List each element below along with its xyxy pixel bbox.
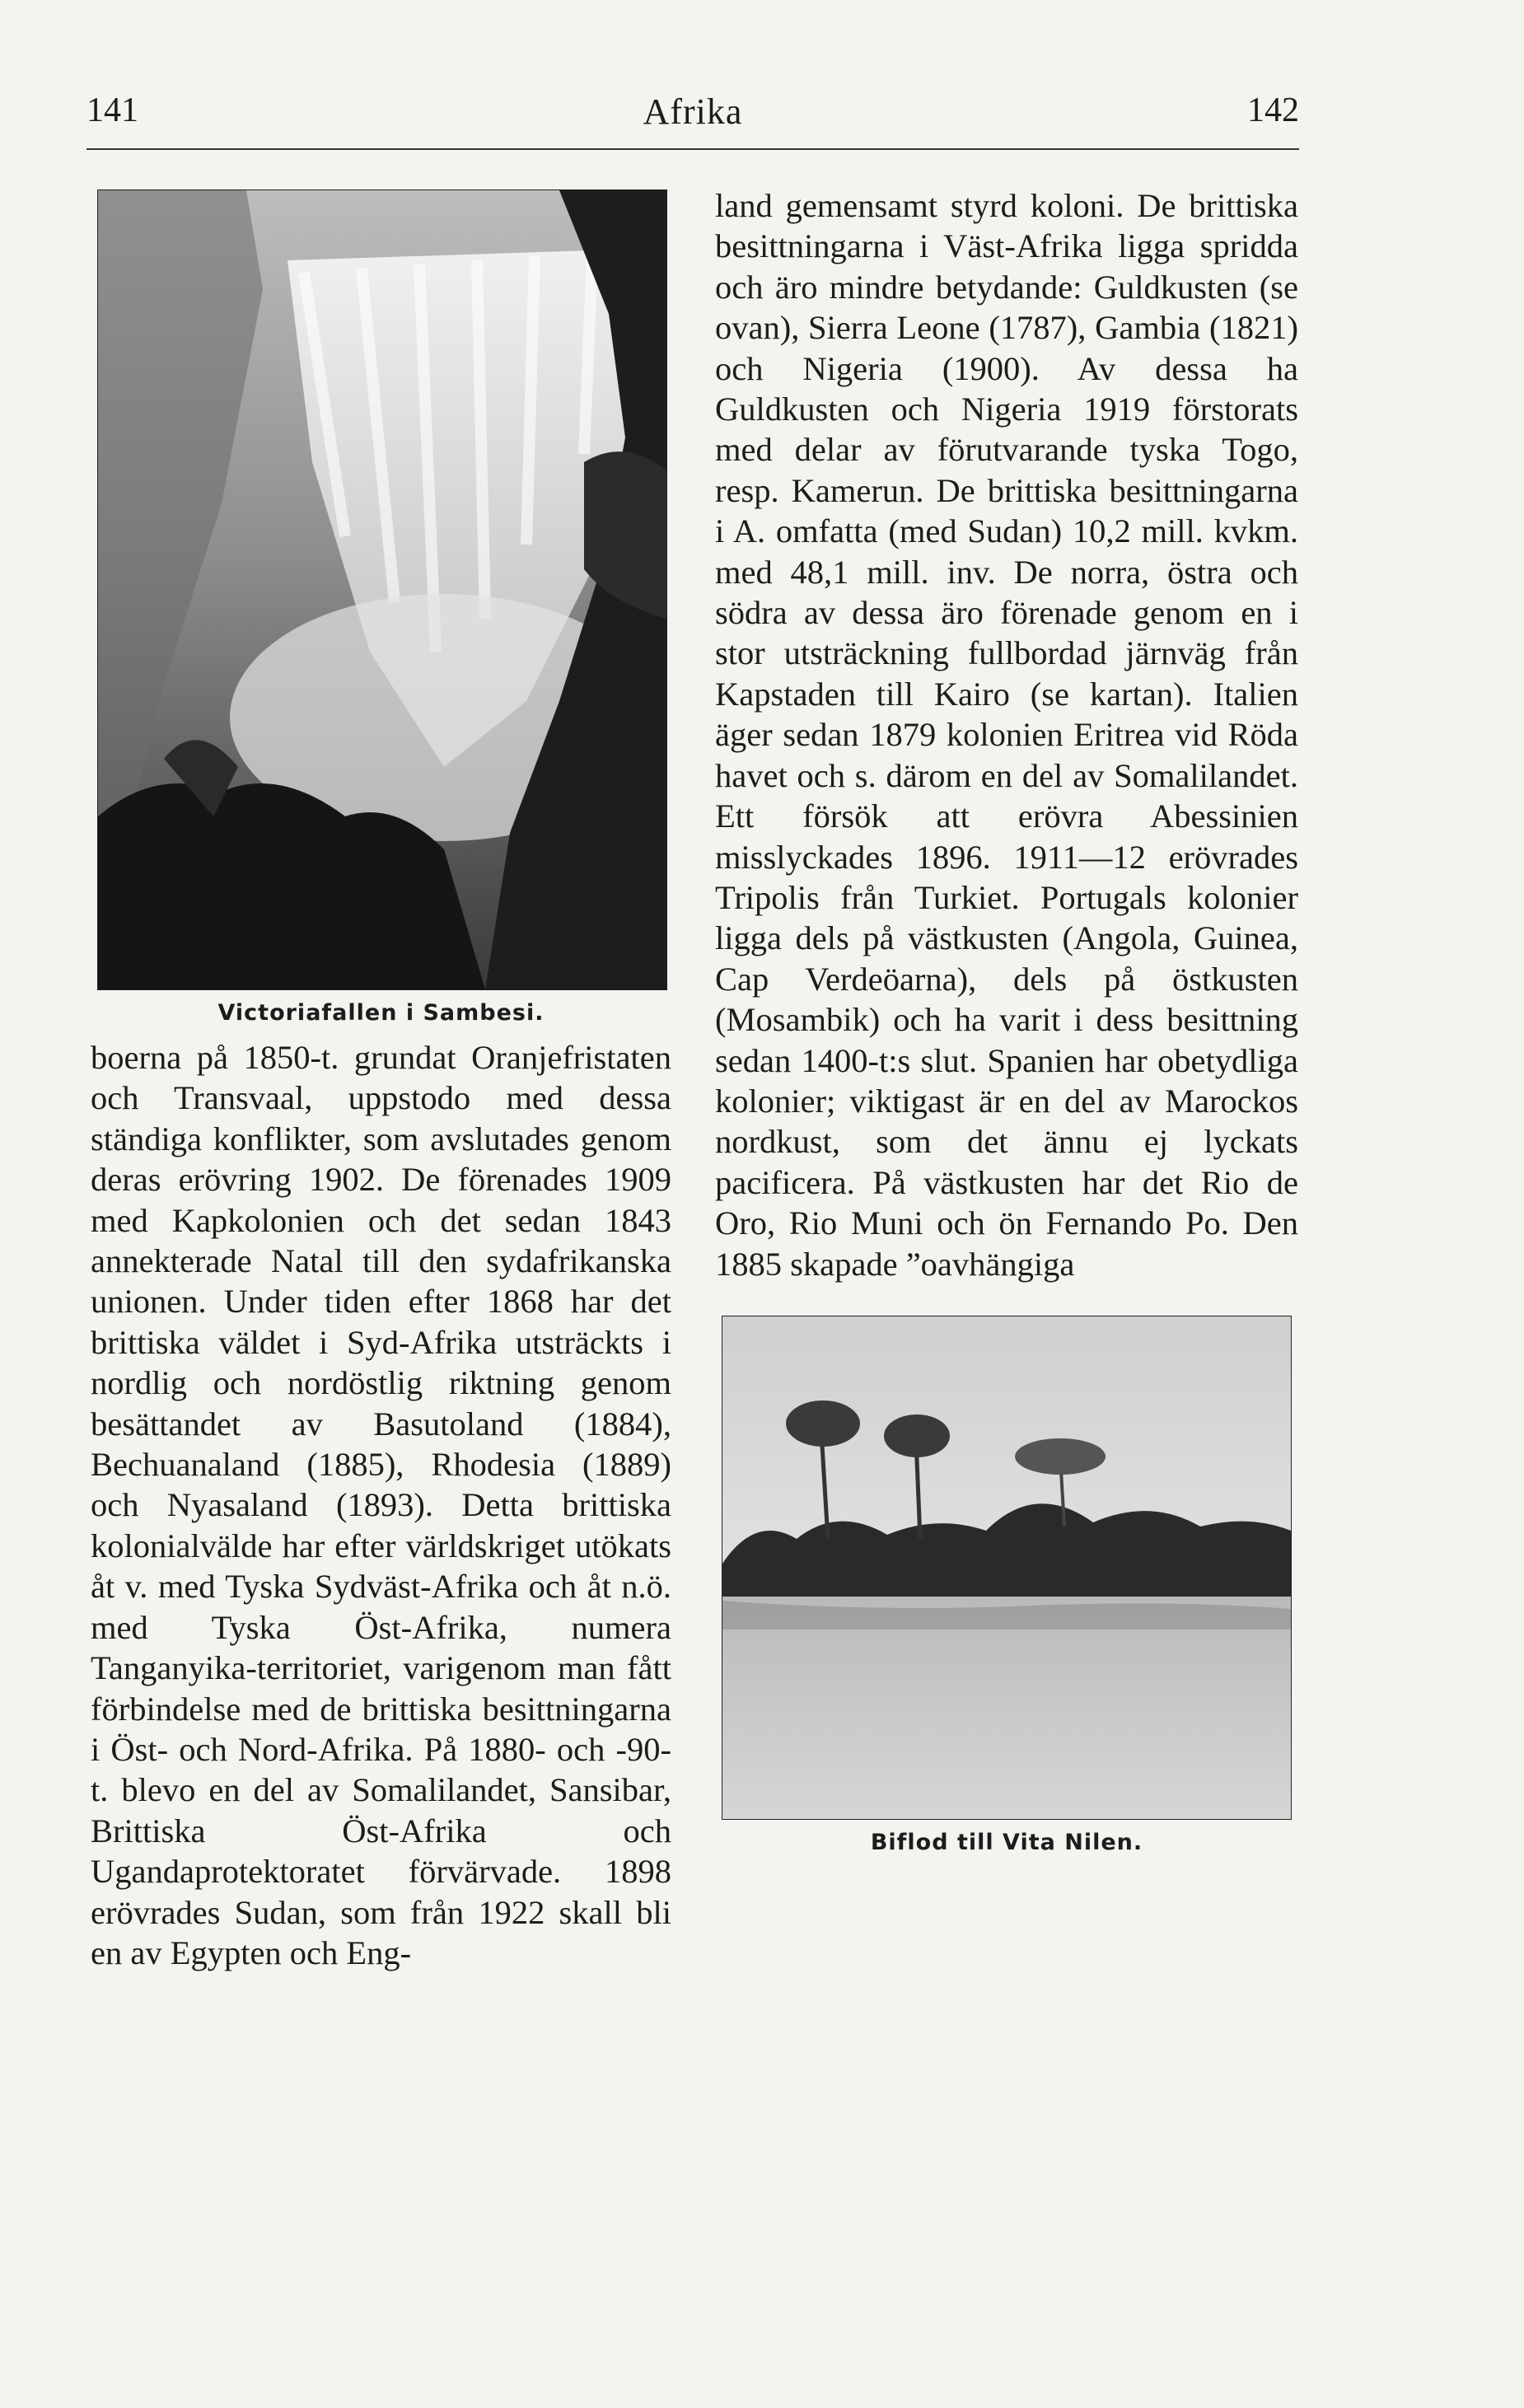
page-number-left: 141 (86, 91, 138, 129)
page-header (86, 91, 1299, 148)
page-number-right: 142 (1247, 91, 1299, 129)
left-paragraph: boerna på 1850-t. grundat Oranjefristaten och Transvaal, uppstodo med dessa ständiga konflikter, som avslutades genom deras erövring 1902. De förenades 1909 med Kapkolonien och det sedan 1843 annekterade Natal till den sydafrikanska unionen. Under tiden efter 1868 har det brittiska väldet i Syd-Afrika utsträckts i nordlig och nordöstlig riktning genom besättandet av Basutoland (1884), Bechuanaland (1885), Rhodesia (1889) och Nyasaland (1893). Detta brittiska kolonialvälde har efter världskriget utökats åt v. med Tyska Sydväst-Afrika och åt n.ö. med Tyska Öst-Afrika, numera Tanganyika-territoriet, varigenom man fått förbindelse med de brittiska besittningarna i Öst- och Nord-Afrika. På 1880- och -90-t. blevo en del av Somalilandet, Sansibar, Brittiska Öst-Afrika och Ugandaprotektoratet förvärvade. 1898 erövrades Sudan, som från 1922 skall bli en av Egypten och Eng- (91, 1039, 671, 1971)
left-column (91, 189, 671, 1973)
right-column (715, 185, 1298, 1867)
right-column-text (715, 185, 1298, 1284)
falls-caption: Victoriafallen i Sambesi. (217, 1000, 545, 1026)
left-column-text (91, 1037, 671, 1973)
header-rule (86, 148, 1299, 150)
running-title: Afrika (643, 91, 743, 132)
victoria-falls-photo (97, 189, 667, 990)
right-paragraph: land gemensamt styrd koloni. De brittiska besittningarna i Väst-Afrika ligga spridda och äro mindre betydande: Guldkusten (se ovan), Sierra Leone (1787), Gambia (1821) och Nigeria (1900). Av dessa ha Guldkusten och Nigeria 1919 förstorats med delar av förutvarande tyska Togo, resp. Kamerun. De brittiska besittningarna i A. omfatta (med Sudan) 10,2 mill. kvkm. med 48,1 mill. inv. De norra, östra och södra av dessa äro förenade genom en i stor utsträckning fullbordad järnväg från Kapstaden till Kairo (se kartan). Italien äger sedan 1879 kolonien Eritrea vid Röda havet och s. därom en del av Somalilandet. Ett försök att erövra Abessinien misslyckades 1896. 1911—12 erövrades Tripolis från Turkiet. Portugals kolonier ligga dels på västkusten (Angola, Guinea, Cap Verdeöarna), dels på östkusten (Mosambik) och ha varit i dess besittning sedan 1400-t:s slut. Spanien har obetydliga kolonier; viktigast är en del av Marockos nordkust, som det ännu ej lyckats pacificera. På västkusten har det Rio de Oro, Rio Muni och ön Fernando Po. Den 1885 skapade ”oavhängiga (715, 187, 1298, 1283)
nile-tributary-photo (722, 1316, 1292, 1820)
nile-caption: Biflod till Vita Nilen. (870, 1829, 1143, 1855)
